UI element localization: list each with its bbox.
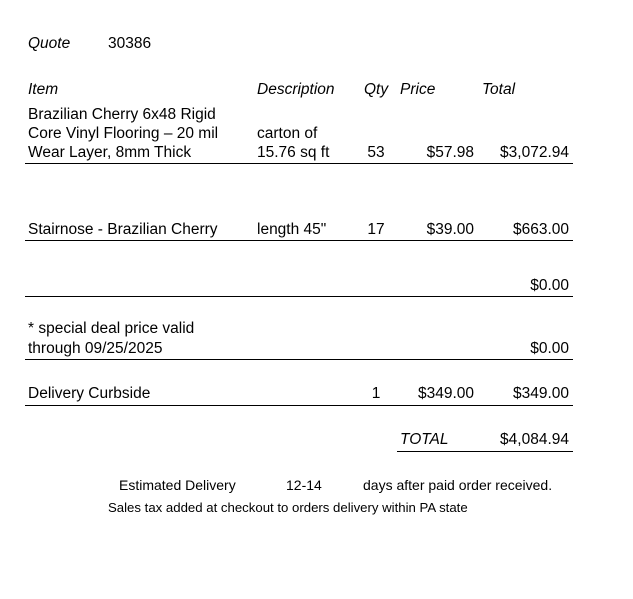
row1-total: $3,072.94 [500, 144, 569, 161]
row2-item: Stairnose - Brazilian Cherry [28, 221, 218, 238]
row1-item-line1: Brazilian Cherry 6x48 Rigid [28, 106, 216, 123]
row4-note-line2: through 09/25/2025 [28, 340, 163, 357]
row5-total: $349.00 [512, 385, 569, 402]
row1-price: $57.98 [426, 144, 474, 161]
header-total: Total [482, 81, 516, 98]
row5-qty: 1 [371, 385, 381, 402]
header-price: Price [400, 81, 436, 98]
row3-divider [25, 296, 573, 297]
row1-description-line2: 15.76 sq ft [257, 144, 330, 161]
row1-divider [25, 163, 573, 164]
tax-note: Sales tax added at checkout to orders delivery within PA state [108, 500, 468, 515]
row3-total: $0.00 [530, 277, 569, 294]
row2-price: $39.00 [426, 221, 474, 238]
header-item: Item [28, 81, 59, 98]
row4-divider [25, 359, 573, 360]
quote-label: Quote [28, 35, 71, 52]
row2-total: $663.00 [512, 221, 569, 238]
row4-note-line1: * special deal price valid [28, 320, 195, 337]
grand-total-divider [397, 451, 573, 452]
row1-description-line1: carton of [257, 125, 318, 142]
row2-description: length 45" [257, 221, 327, 238]
delivery-suffix: days after paid order received. [363, 477, 553, 493]
delivery-label: Estimated Delivery [119, 477, 236, 493]
row1-item-line3: Wear Layer, 8mm Thick [28, 144, 192, 161]
grand-total-value: $4,084.94 [500, 431, 569, 448]
row4-total: $0.00 [530, 340, 569, 357]
header-description: Description [257, 81, 335, 98]
quote-number: 30386 [108, 35, 152, 52]
row2-divider [25, 240, 573, 241]
row2-qty: 17 [367, 221, 385, 238]
row5-divider [25, 405, 573, 406]
grand-total-label: TOTAL [400, 431, 449, 448]
row5-price: $349.00 [417, 385, 474, 402]
delivery-range: 12-14 [286, 477, 322, 493]
row1-qty: 53 [367, 144, 385, 161]
row1-item-line2: Core Vinyl Flooring – 20 mil [28, 125, 219, 142]
row5-item: Delivery Curbside [28, 385, 151, 402]
header-qty: Qty [364, 81, 389, 98]
